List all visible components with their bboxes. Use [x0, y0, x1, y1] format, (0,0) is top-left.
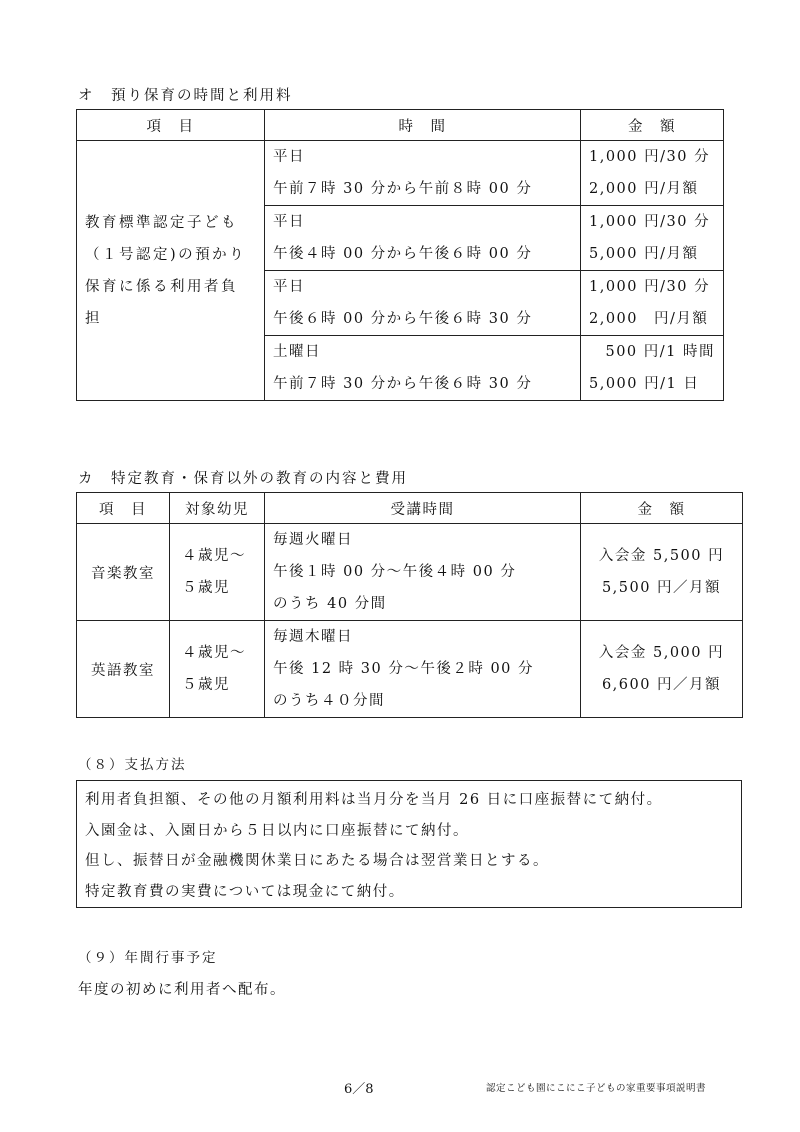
extra-education-table: [76, 492, 743, 718]
time-day: 平日: [273, 279, 305, 295]
table-header-row: [77, 110, 724, 141]
fee-cell: [581, 206, 724, 271]
header-time: 受講時間: [265, 493, 581, 524]
category-line: （１号認定)の預かり: [85, 246, 247, 263]
fee-cell: [581, 271, 724, 336]
schedule-cell: [265, 524, 581, 621]
payment-line: 特定教育費の実費については現金にて納付。: [85, 883, 405, 900]
fee-monthly: 2,000 円/月額: [589, 311, 709, 327]
payment-line: 利用者負担額、その他の月額利用料は当月分を当月 26 日に口座振替にて納付。: [85, 792, 663, 808]
header-item: 項 目: [77, 493, 170, 524]
age-from: ４歳児～: [182, 645, 246, 661]
schedule-day: 毎週火曜日: [273, 532, 353, 548]
fee-cell: [581, 141, 724, 206]
table-row: [77, 621, 743, 718]
age-to: ５歳児: [182, 580, 230, 596]
section-9-title: （９）年間行事予定: [78, 950, 218, 966]
header-item: 項 目: [77, 110, 265, 141]
fee-monthly: 2,000 円/月額: [589, 181, 699, 197]
class-name: 英語教室: [77, 621, 170, 718]
fee-rate: 1,000 円/30 分: [589, 279, 711, 295]
time-cell: [265, 336, 581, 401]
fee-enrollment: 入会金 5,000 円: [598, 645, 725, 661]
fee-monthly: 5,000 円/月額: [589, 246, 699, 262]
fee-rate: 1,000 円/30 分: [589, 214, 711, 230]
fee-enrollment: 入会金 5,500 円: [598, 548, 725, 564]
section-ka-title: カ 特定教育・保育以外の教育の内容と費用: [78, 471, 408, 487]
payment-method-box: [76, 780, 742, 908]
time-range: 午後４時 00 分から午後６時 00 分: [273, 246, 533, 262]
schedule-range: 午後１時 00 分～午後４時 00 分: [273, 564, 517, 580]
time-cell: [265, 206, 581, 271]
fee-monthly: 6,600 円／月額: [601, 677, 722, 693]
time-range: 午後６時 00 分から午後６時 30 分: [273, 311, 533, 327]
category-line: 教育標準認定子ども: [85, 214, 238, 231]
schedule-duration: のうち 40 分間: [273, 596, 387, 612]
fee-daily: 5,000 円/1 日: [589, 376, 700, 392]
section-o-title: オ 預り保育の時間と利用料: [78, 88, 293, 104]
age-from: ４歳児～: [182, 548, 246, 564]
time-range: 午前７時 30 分から午後６時 30 分: [273, 376, 533, 392]
table-row: [77, 524, 743, 621]
category-cell: [77, 141, 265, 401]
age-cell: [170, 524, 265, 621]
header-amount: 金 額: [581, 110, 724, 141]
schedule-range: 午後 12 時 30 分～午後２時 00 分: [273, 661, 535, 677]
section-9-text: 年度の初めに利用者へ配布。: [78, 982, 286, 998]
header-amount: 金 額: [581, 493, 743, 524]
schedule-duration: のうち４０分間: [273, 693, 385, 709]
time-day: 土曜日: [273, 344, 321, 360]
fee-cell: [581, 336, 724, 401]
fee-cell: [581, 524, 743, 621]
payment-line: 入園金は、入園日から５日以内に口座振替にて納付。: [85, 822, 469, 839]
header-time: 時 間: [265, 110, 581, 141]
time-cell: [265, 141, 581, 206]
section-8-title: （８）支払方法: [78, 757, 187, 773]
header-target: 対象幼児: [170, 493, 265, 524]
time-day: 平日: [273, 149, 305, 165]
childcare-fee-table: [76, 109, 724, 401]
fee-rate: 500 円/1 時間: [605, 344, 715, 360]
age-to: ５歳児: [182, 677, 230, 693]
document-name: 認定こども園にこにこ子どもの家重要事項説明書: [486, 1083, 707, 1094]
class-name: 音楽教室: [77, 524, 170, 621]
schedule-cell: [265, 621, 581, 718]
table-row: [77, 141, 724, 206]
fee-rate: 1,000 円/30 分: [589, 149, 711, 165]
fee-cell: [581, 621, 743, 718]
payment-line: 但し、振替日が金融機関休業日にあたる場合は翌営業日とする。: [85, 853, 549, 869]
fee-monthly: 5,500 円／月額: [601, 580, 722, 596]
table-header-row: [77, 493, 743, 524]
time-range: 午前７時 30 分から午前８時 00 分: [273, 181, 533, 197]
age-cell: [170, 621, 265, 718]
schedule-day: 毎週木曜日: [273, 629, 353, 645]
category-line: 保育に係る利用者負: [85, 278, 238, 295]
time-day: 平日: [273, 214, 305, 230]
page-number: 6／8: [344, 1082, 374, 1097]
time-cell: [265, 271, 581, 336]
category-line: 担: [85, 310, 102, 327]
